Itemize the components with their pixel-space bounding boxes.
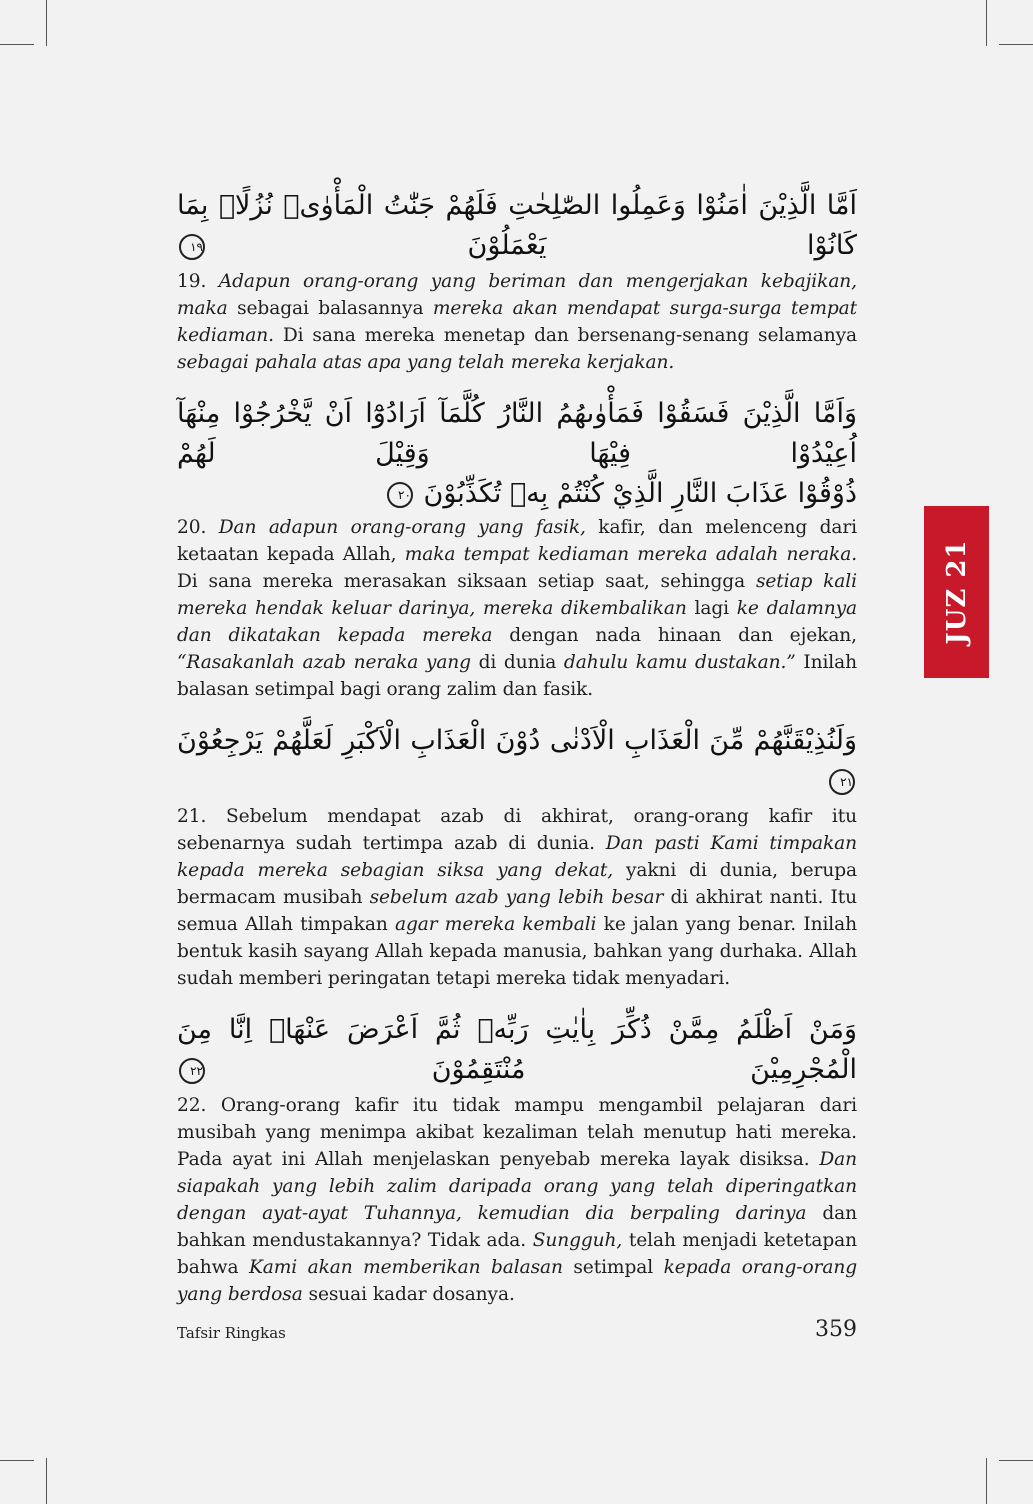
juz-label: JUZ 21 bbox=[941, 539, 972, 645]
arabic-line bbox=[177, 721, 857, 801]
translation-segment: di dunia bbox=[471, 652, 564, 673]
translation-segment: Di sana mereka merasakan siksaan setiap saat, sehingga bbox=[177, 571, 756, 592]
translation-italic-segment: Sungguh, bbox=[532, 1230, 623, 1251]
translation-segment: Di sana mereka menetap dan bersenang-senang selamanya bbox=[273, 325, 857, 346]
translation-italic-segment: Dan pasti Kami timpakan kepada mereka sebagian siksa yang dekat, bbox=[177, 833, 857, 881]
crop-mark bbox=[46, 1458, 47, 1504]
arabic-verse bbox=[177, 1010, 857, 1090]
translation-italic-segment: ke dalamnya dan dikatakan kepada mereka bbox=[177, 598, 858, 646]
arabic-line bbox=[177, 474, 857, 514]
translation-segment: setimpal bbox=[562, 1257, 664, 1278]
translation-segment: dan bahkan mendustakannya? Tidak ada. bbox=[177, 1203, 857, 1251]
translation-italic-segment: sebelum azab yang lebih besar bbox=[369, 887, 664, 908]
arabic-text: وَلَنُذِيْقَنَّهُمْ مِّنَ الْعَذَابِ الْاَدْنٰى دُوْنَ الْعَذَابِ الْاَكْبَرِ لَعَلَّهُمْ يَرْجِعُوْنَ bbox=[177, 725, 857, 756]
arabic-text: اَمَّا الَّذِيْنَ اٰمَنُوْا وَعَمِلُوا الصّٰلِحٰتِ فَلَهُمْ جَنّٰتُ الْمَأْوٰىۖ نُزُلًاۢ بِمَا كَانُوْا يَعْمَلُوْنَ bbox=[177, 190, 857, 261]
translation-italic-segment: “Rasakanlah azab neraka yang bbox=[177, 652, 471, 673]
translation-segment: sesuai kadar dosanya. bbox=[302, 1284, 515, 1305]
translation-italic-segment: Adapun orang-orang yang beriman dan mengerjakan kebajikan, maka bbox=[177, 271, 857, 319]
translation-segment: lagi bbox=[686, 598, 737, 619]
crop-mark bbox=[986, 1458, 987, 1504]
ayah-number-marker: ٢٢ bbox=[179, 1058, 205, 1084]
translation-italic-segment: dahulu kamu dustakan.” bbox=[563, 652, 796, 673]
translation-italic-segment: kepada orang-orang yang berdosa bbox=[177, 1257, 858, 1305]
arabic-text: وَمَنْ اَظْلَمُ مِمَّنْ ذُكِّرَ بِاٰيٰتِ رَبِّهٖ ثُمَّ اَعْرَضَ عَنْهَاۗ اِنَّا مِنَ الْمُجْرِمِيْنَ مُنْتَقِمُوْنَ bbox=[177, 1014, 857, 1085]
arabic-verse bbox=[177, 394, 857, 514]
translation-italic-segment: sebagai pahala atas apa yang telah mereka kerjakan. bbox=[177, 352, 675, 373]
arabic-text: وَاَمَّا الَّذِيْنَ فَسَقُوْا فَمَأْوٰىهُمُ النَّارُ كُلَّمَآ اَرَادُوْٓا اَنْ يَّخْرُجُوْا مِنْهَآ اُعِيْدُوْا فِيْهَا وَقِيْلَ لَهُمْ bbox=[177, 398, 857, 469]
page-number: 359 bbox=[815, 1317, 857, 1342]
translation-italic-segment: Dan adapun orang-orang yang fasik, bbox=[218, 517, 586, 538]
translation-paragraph bbox=[177, 268, 857, 376]
translation-segment: di akhirat nanti. Itu semua Allah timpakan bbox=[177, 887, 857, 935]
ayah-number-marker: ٢١ bbox=[829, 769, 855, 795]
translation-segment: yakni di dunia, berupa bermacam musibah bbox=[177, 860, 857, 908]
crop-mark bbox=[0, 1460, 34, 1461]
arabic-line bbox=[177, 394, 857, 474]
translation-segment: 19. bbox=[177, 271, 219, 292]
arabic-verse bbox=[177, 721, 857, 801]
translation-italic-segment: maka tempat kediaman mereka adalah neraka. bbox=[404, 544, 858, 565]
translation-paragraph bbox=[177, 514, 857, 703]
crop-mark bbox=[0, 44, 34, 45]
translation-italic-segment: setiap kali mereka hendak keluar darinya, mereka dikembalikan bbox=[177, 571, 857, 619]
translation-segment: kafir, dan melenceng dari ketaatan kepada Allah, bbox=[177, 517, 857, 565]
arabic-verse bbox=[177, 186, 857, 266]
arabic-text: ذُوْقُوْا عَذَابَ النَّارِ الَّذِيْ كُنْتُمْ بِهٖ تُكَذِّبُوْنَ bbox=[423, 478, 857, 509]
translation-segment: ke jalan yang benar. Inilah bentuk kasih sayang Allah kepada manusia, bahkan yang durhaka. Allah sudah memberi peringatan tetapi mereka tidak menyadari. bbox=[177, 914, 858, 989]
crop-mark bbox=[986, 0, 987, 46]
translation-segment: 22. Orang-orang kafir itu tidak mampu mengambil pelajaran dari musibah yang menimpa akibat kezaliman telah menutup hati mereka. Pada ayat ini Allah menjelaskan penyebab mereka layak disiksa. bbox=[177, 1095, 857, 1170]
translation-segment: sebagai balasannya bbox=[227, 298, 433, 319]
ayah-number-marker: ١٩ bbox=[179, 234, 205, 260]
ayah-number-marker: ٢٠ bbox=[387, 482, 413, 508]
translation-segment: 21. Sebelum mendapat azab di akhirat, orang-orang kafir itu sebenarnya sudah tertimpa azab di dunia. bbox=[177, 806, 857, 854]
translation-italic-segment: mereka akan mendapat surga-surga tempat kediaman. bbox=[177, 298, 858, 346]
book-title: Tafsir Ringkas bbox=[177, 1324, 286, 1342]
translation-italic-segment: agar mereka kembali bbox=[394, 914, 597, 935]
crop-mark bbox=[999, 44, 1033, 45]
page-content bbox=[177, 186, 857, 1326]
translation-segment: dengan nada hinaan dan ejekan, bbox=[492, 625, 857, 646]
translation-italic-segment: Dan siapakah yang lebih zalim daripada orang yang telah diperingatkan dengan ayat-ayat Tuhannya, kemudian dia berpaling darinya bbox=[177, 1149, 857, 1224]
crop-mark bbox=[999, 1460, 1033, 1461]
translation-paragraph bbox=[177, 803, 857, 992]
crop-mark bbox=[46, 0, 47, 46]
translation-paragraph bbox=[177, 1092, 857, 1308]
arabic-line bbox=[177, 186, 857, 266]
translation-italic-segment: Kami akan memberikan balasan bbox=[248, 1257, 563, 1278]
translation-segment: telah menjadi ketetapan bahwa bbox=[177, 1230, 857, 1278]
translation-segment: 20. bbox=[177, 517, 219, 538]
arabic-line bbox=[177, 1010, 857, 1090]
translation-segment: Inilah balasan setimpal bagi orang zalim dan fasik. bbox=[177, 652, 857, 700]
juz-tab bbox=[924, 506, 989, 678]
